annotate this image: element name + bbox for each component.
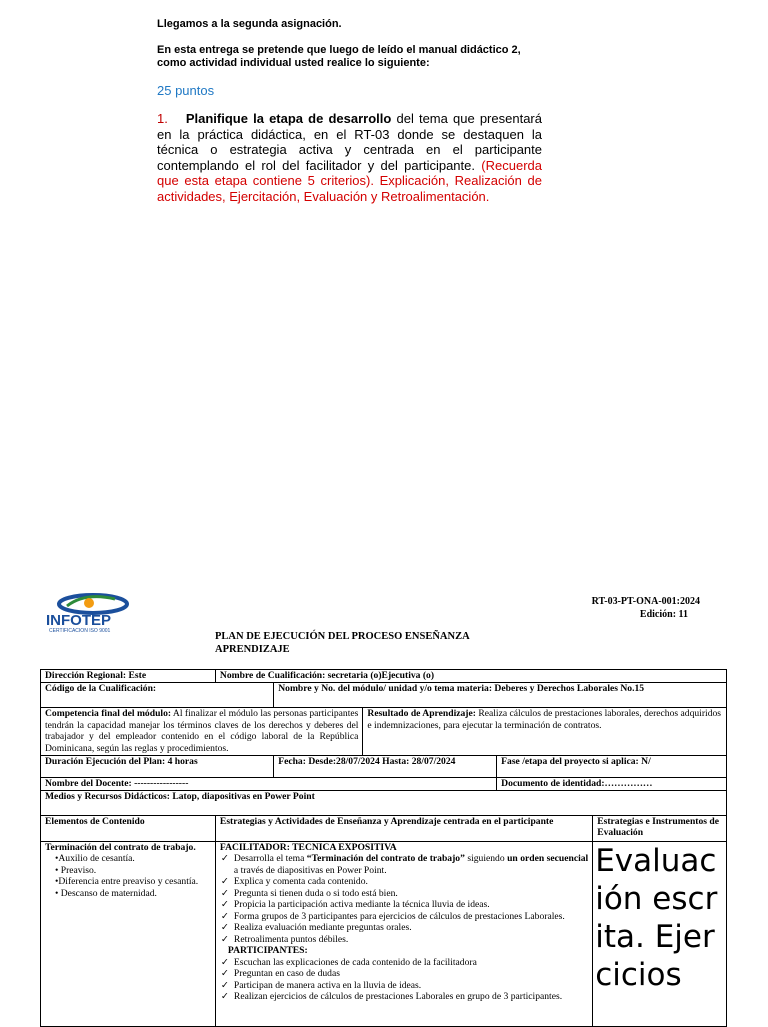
facilitador-item: ✓ Forma grupos de 3 participantes para ejercicios de cálculos de prestaciones Laborales. [220, 911, 588, 923]
item-text: del tema que presentará en la práctica didáctica, en el RT-03 donde se destaquen la técnica o estrategia activa y centrada en el participante contemplando el rol del facilitador y del participante. [157, 111, 542, 173]
participante-item: ✓ Participan de manera activa en la lluvia de ideas. [220, 980, 588, 992]
form-table-top [40, 669, 727, 816]
competencia-text: Al finalizar el módulo las personas participantes tendrán la capacidad manejar los términos claves de los derechos y deberes del trabajador y del empleador contenido en el código laboral de la República Dominicana, según las reglas y procedimientos. [45, 708, 359, 754]
contenido-item: • Descanso de maternidad. [55, 887, 157, 899]
logo-subtext: CERTIFICACION ISO 9001 [49, 628, 111, 634]
facilitador-item: ✓ Desarrolla el tema “Terminación del contrato de trabajo” siguiendo un orden secuencial a través de diapositivas en Power Point. [220, 853, 588, 876]
estrategias-cell [215, 841, 592, 1026]
duracion-cell: Duración Ejecución del Plan: 4 horas [41, 756, 274, 778]
modulo-cell: Nombre y No. del módulo/ unidad y/o tema materia: Deberes y Derechos Laborales No.15 [274, 683, 727, 708]
competencia-label: Competencia final del módulo: [45, 708, 172, 719]
resultado-text: Realiza cálculos de prestaciones laborales, derechos adquiridos e indemnizaciones, para ejecutar la terminación de contratos. [367, 708, 722, 731]
facilitador-item: ✓ Retroalimenta puntos débiles. [220, 934, 588, 946]
document-code [592, 595, 700, 621]
form-table-activities [40, 815, 727, 1027]
docente-cell: Nombre del Docente: ----------------- [41, 778, 497, 791]
facilitador-item: ✓ Propicia la participación activa mediante la técnica lluvia de ideas. [220, 899, 588, 911]
documento-cell: Documento de identidad:…………… [497, 778, 727, 791]
intro-line-1: Llegamos a la segunda asignación. [157, 18, 342, 30]
participante-item: ✓ Realizan ejercicios de cálculos de prestaciones Laborales en grupo de 3 participantes. [220, 991, 588, 1003]
contenido-cell [41, 841, 216, 1026]
form-code: RT-03-PT-ONA-001:2024 [591, 596, 700, 607]
participantes-list [220, 957, 588, 1003]
facilitador-item: ✓ Realiza evaluación mediante preguntas orales. [220, 922, 588, 934]
medios-cell: Medios y Recursos Didácticos: Latop, diapositivas en Power Point [41, 790, 727, 815]
facilitador-list [220, 853, 588, 945]
col-estrategias: Estrategias y Actividades de Enseñanza y Aprendizaje centrada en el participante [215, 815, 592, 841]
facilitador-title: FACILITADOR: TECNICA EXPOSITIVA [219, 841, 397, 853]
assignment-instructions [157, 18, 542, 217]
evaluacion-text: Evaluación escrita. Ejercicios [595, 842, 718, 993]
col-evaluacion: Estrategias e Instrumentos de Evaluación [593, 815, 727, 841]
intro-line-2: En esta entrega se pretende que luego de leído el manual didáctico 2, como actividad individual usted realice lo siguiente: [157, 44, 521, 69]
item-red-note: (Recuerda que esta etapa contiene 5 criterios). Explicación, Realización de actividades, Ejercitación, Evaluación y Retroalimentación. [157, 157, 542, 204]
item-number: 1. [157, 111, 168, 126]
fecha-cell: Fecha: Desde:28/07/2024 Hasta: 28/07/2024 [274, 756, 497, 778]
resultado-label: Resultado de Aprendizaje: [367, 708, 476, 719]
item-bold-text: Planifique la etapa de desarrollo [185, 111, 392, 126]
logo-text: INFOTEP [46, 612, 112, 629]
infotep-logo [45, 590, 135, 634]
evaluacion-cell [593, 841, 727, 1026]
facilitador-item: ✓ Explica y comenta cada contenido. [220, 876, 588, 888]
points-label: 25 puntos [157, 83, 215, 98]
contenido-item: •Auxilio de cesantía. [55, 853, 135, 864]
logo-swoosh-icon [45, 590, 135, 634]
codigo-cell: Código de la Cualificación: [41, 683, 274, 708]
facilitador-item: ✓ Pregunta si tienen duda o si todo está bien. [220, 888, 588, 900]
contenido-title: Terminación del contrato de trabajo. [45, 841, 196, 853]
participante-item: ✓ Preguntan en caso de dudas [220, 968, 588, 980]
fase-cell: Fase /etapa del proyecto si aplica: N/ [497, 756, 727, 778]
direccion-cell: Dirección Regional: Este [41, 670, 216, 683]
participantes-title: PARTICIPANTES: [227, 945, 308, 956]
contenido-item: • Preaviso. [55, 864, 97, 876]
form-edition: Edición: 11 [639, 609, 688, 620]
instruction-item-1 [157, 111, 542, 204]
contenido-list [45, 853, 211, 899]
plan-form [40, 669, 727, 1027]
competencia-cell [41, 708, 363, 756]
plan-title: PLAN DE EJECUCIÓN DEL PROCESO ENSEÑANZA APRENDIZAJE [215, 631, 470, 655]
contenido-item: •Diferencia entre preaviso y cesantía. [55, 876, 199, 887]
participante-item: ✓ Escuchan las explicaciones de cada contenido de la facilitadora [220, 957, 588, 969]
col-elementos: Elementos de Contenido [41, 815, 216, 841]
resultado-cell [363, 708, 727, 756]
cualificacion-cell: Nombre de Cualificación: secretaria (o)Ejecutiva (o) [215, 670, 726, 683]
